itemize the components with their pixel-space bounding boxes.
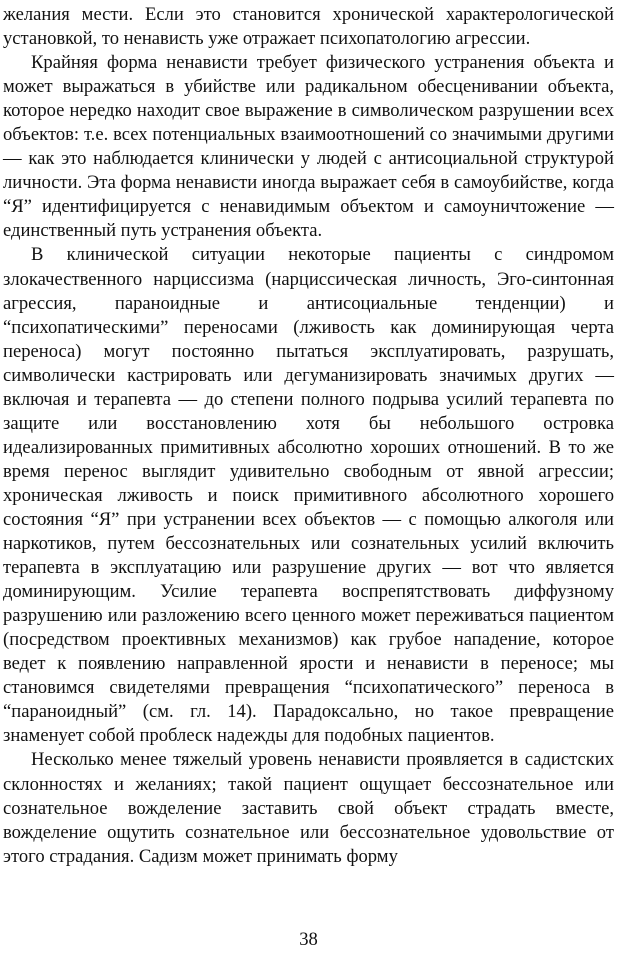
page-body-text — [3, 3, 614, 869]
book-page — [3, 0, 614, 974]
paragraph: Несколько менее тяжелый уровень ненависти проявляется в садистских склонностях и желаниях; такой пациент ощущает бессознательное или сознательное вожделение заставить свой объект страдать вместе, вожделение ощутить сознательное или бессознательное удовольствие от этого страдания. Садизм может принимать форму — [3, 749, 614, 867]
page-number: 38 — [299, 929, 318, 950]
paragraph: Крайняя форма ненависти требует физического устранения объекта и может выражаться в убийстве или радикальном обесценивании объекта, которое нередко находит свое выражение в символическом разрушении всех объектов: т.е. всех потенциальных взаимоотношений со значимыми другими — как это наблюдается клинически у людей с антисоциальной структурой личности. Эта форма ненависти иногда выражает себя в самоубийстве, когда “Я” идентифицируется с ненавидимым объектом и самоуничтожение — единственный путь устранения объекта. — [3, 52, 614, 242]
paragraph: В клинической ситуации некоторые пациенты с синдромом злокачественного нарциссизма (нарциссическая личность, Эго-синтонная агрессия, параноидные и антисоциальные тенденции) и “психопатическими” переносами (лживость как доминирующая черта переноса) могут постоянно пытаться эксплуатировать, разрушать, символически кастрировать или дегуманизировать значимых других — включая и терапевта — до степени полного подрыва усилий терапевта по защите или восстановлению хотя бы небольшого островка идеализированных примитивных абсолютно хороших отношений. В то же время перенос выглядит удивительно свободным от явной агрессии; хроническая лживость и поиск примитивного абсолютного хорошего состояния “Я” при устранении всех объектов — с помощью алкоголя или наркотиков, путем бессознательных или сознательных усилий включить терапевта в эксплуатацию или разрушение других — вот что является доминирующим. Усилие терапевта воспрепятствовать диффузному разрушению или разложению всего ценного может переживаться пациентом (посредством проективных механизмов) как грубое нападение, которое ведет к появлению направленной ярости и ненависти в переносе; мы становимся свидетелями превращения “психопатического” переноса в “параноидный” (см. гл. 14). Парадоксально, но такое превращение знаменует собой проблеск надежды для подобных пациентов. — [3, 244, 614, 747]
paragraph-continuation: желания мести. Если это становится хронической характерологической установкой, то ненависть уже отражает психопатологию агрессии. — [3, 4, 614, 50]
